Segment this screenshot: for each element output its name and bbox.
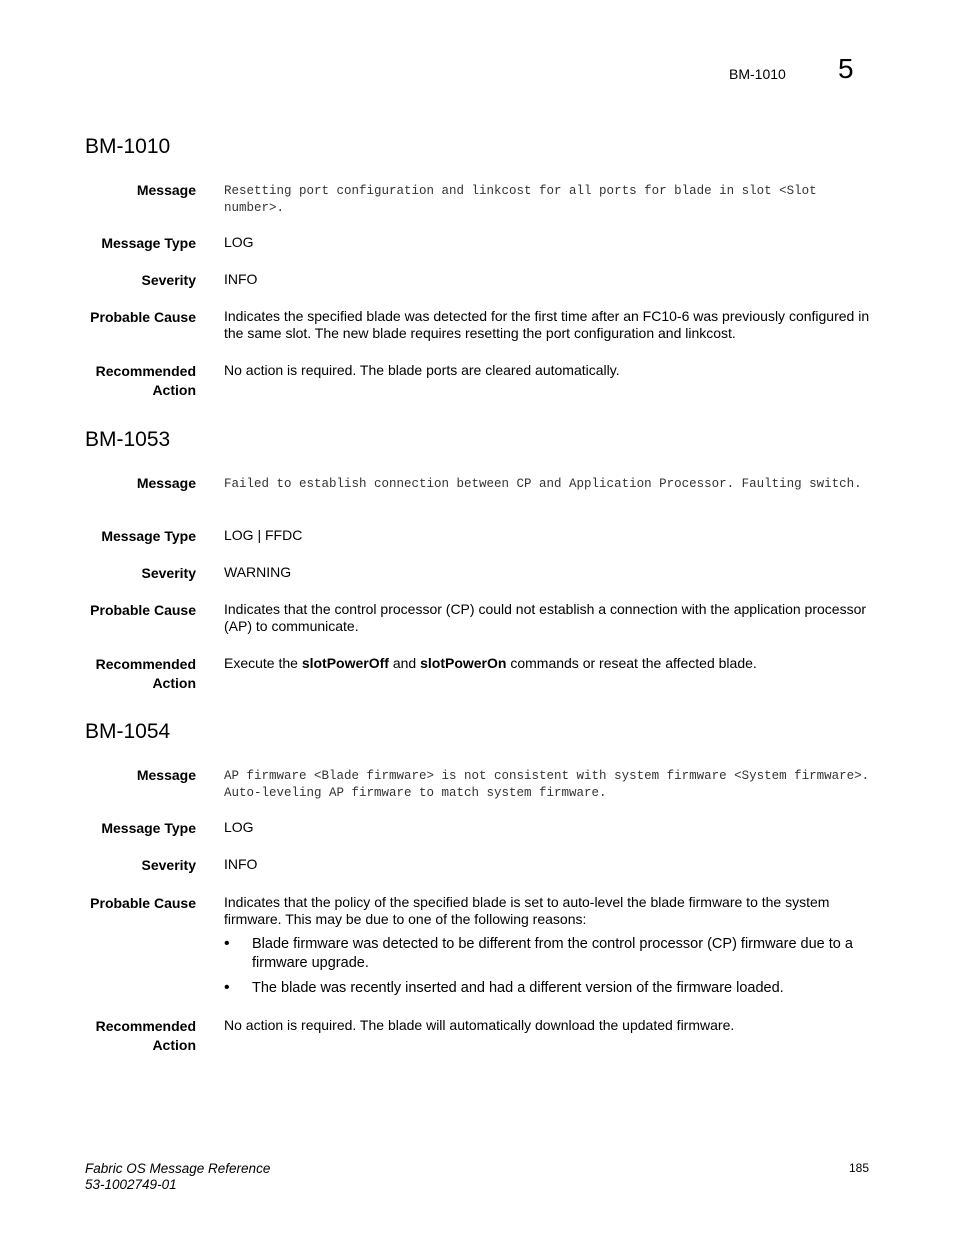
severity-value: INFO — [224, 856, 258, 872]
message-type-value: LOG | FFDC — [224, 527, 303, 543]
action-label-line: Action — [152, 1037, 196, 1053]
command-slotpoweroff: slotPowerOff — [301, 655, 389, 671]
recommended-action-label — [36, 1017, 196, 1055]
probable-cause-label: Probable Cause — [90, 309, 196, 325]
section-title: BM-1010 — [85, 135, 171, 158]
action-text-pre: Execute the — [224, 655, 302, 671]
action-text-mid: and — [388, 655, 421, 671]
message-type-label: Message Type — [101, 528, 196, 544]
message-type-label: Message Type — [101, 820, 196, 836]
recommended-action-text: No action is required. The blade ports are cleared automatically. — [224, 362, 620, 378]
bullet-icon: • — [224, 979, 230, 996]
recommended-action-label — [36, 655, 196, 693]
severity-label: Severity — [141, 857, 196, 873]
recommended-label-line: Recommended — [95, 1018, 196, 1034]
list-item-text: The blade was recently inserted and had a different version of the firmware loaded. — [252, 980, 784, 996]
list-item — [224, 979, 872, 998]
action-label-line: Action — [152, 675, 196, 691]
message-type-label: Message Type — [101, 235, 196, 251]
message-text: AP firmware <Blade firmware> is not consistent with system firmware <System firmware>. Auto-leveling AP firmware to match system firmware. — [224, 769, 870, 800]
recommended-label-line: Recommended — [95, 656, 196, 672]
action-label-line: Action — [152, 382, 196, 398]
running-header-label: BM-1010 — [729, 66, 786, 82]
action-text-post: commands or reseat the affected blade. — [506, 655, 757, 671]
footer-page-number: 185 — [849, 1161, 870, 1175]
footer-doc-number: 53-1002749-01 — [85, 1177, 177, 1192]
bullet-icon: • — [224, 935, 230, 952]
probable-cause-label: Probable Cause — [90, 895, 196, 911]
message-label: Message — [136, 182, 196, 198]
severity-value: INFO — [224, 271, 258, 287]
message-text: Failed to establish connection between CP and Application Processor. Faulting switch. — [224, 477, 862, 491]
recommended-action-text — [224, 655, 872, 672]
message-label: Message — [136, 767, 196, 783]
probable-cause-text: Indicates the specified blade was detected for the first time after an FC10-6 was previously configured in the same slot. The new blade requires resetting the port configuration and linkcost. — [224, 308, 870, 341]
command-slotpoweron: slotPowerOn — [420, 655, 507, 671]
probable-cause-text: Indicates that the control processor (CP) could not establish a connection with the application processor (AP) to communicate. — [224, 601, 867, 634]
recommended-action-text: No action is required. The blade will automatically download the updated firmware. — [224, 1017, 735, 1033]
probable-cause-text: Indicates that the policy of the specified blade is set to auto-level the blade firmware to the system firmware. This may be due to one of the following reasons: — [224, 894, 830, 927]
list-item-text: Blade firmware was detected to be different from the control processor (CP) firmware due to a firmware upgrade. — [252, 936, 853, 971]
probable-cause-label: Probable Cause — [90, 602, 196, 618]
list-item — [224, 935, 872, 973]
reason-list — [224, 935, 872, 1004]
footer-book-title: Fabric OS Message Reference — [85, 1161, 271, 1176]
recommended-label-line: Recommended — [95, 363, 196, 379]
severity-label: Severity — [141, 272, 196, 288]
chapter-number: 5 — [838, 53, 854, 84]
section-title: BM-1053 — [85, 428, 171, 451]
recommended-action-label — [36, 362, 196, 400]
message-text: Resetting port configuration and linkcost for all ports for blade in slot <Slot number>. — [224, 184, 817, 215]
message-label: Message — [136, 475, 196, 491]
message-type-value: LOG — [224, 819, 254, 835]
severity-value: WARNING — [224, 564, 292, 580]
severity-label: Severity — [141, 565, 196, 581]
footer-book-info — [85, 1161, 270, 1193]
section-title: BM-1054 — [85, 720, 171, 743]
message-type-value: LOG — [224, 234, 254, 250]
